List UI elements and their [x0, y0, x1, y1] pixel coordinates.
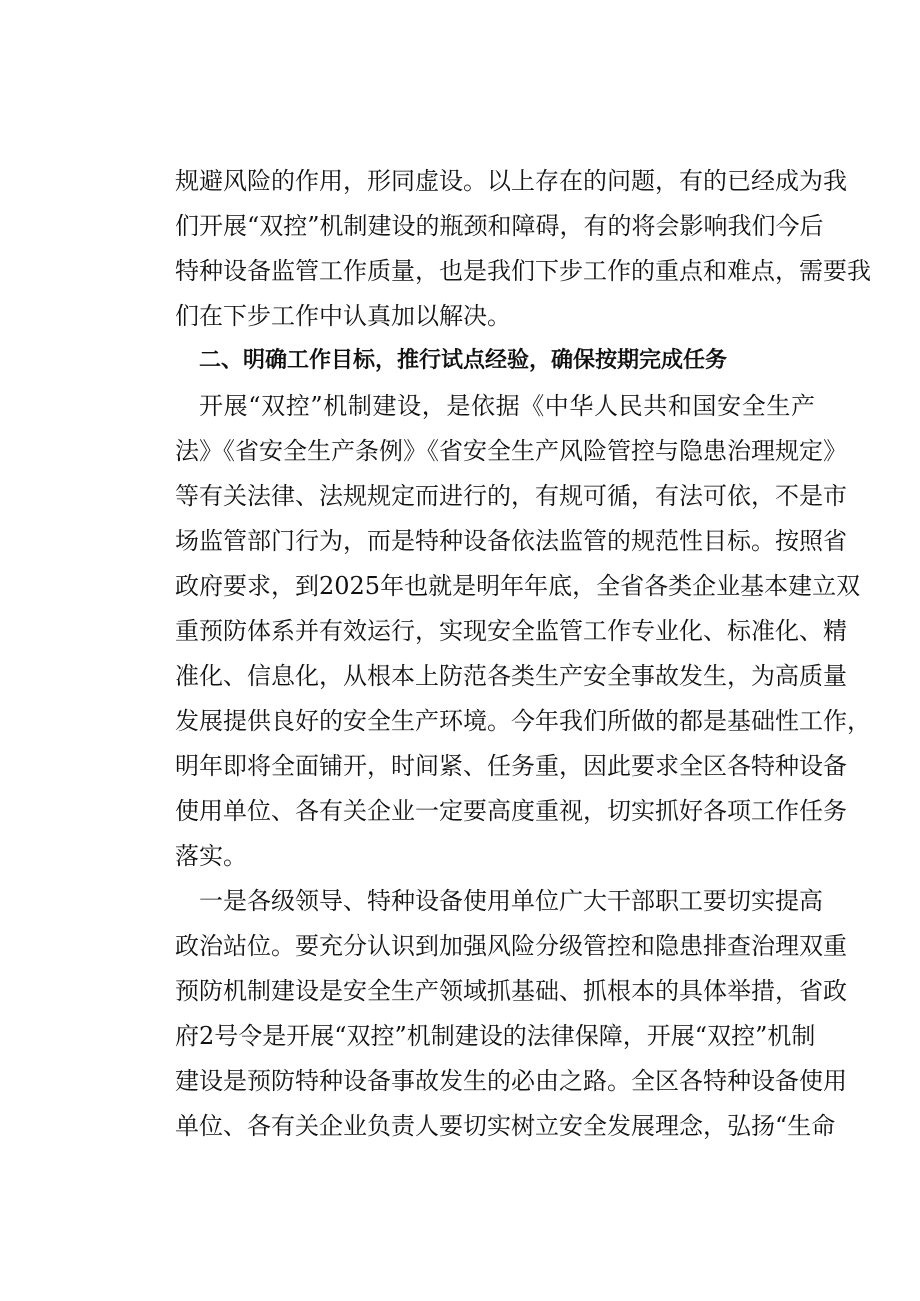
text-line: 们在下步工作中认真加以解决。 [175, 302, 511, 330]
text-line: 准化、信息化，从根本上防范各类生产安全事故发生，为高质量 [175, 662, 847, 690]
text-line: 重预防体系并有效运行，实现安全监管工作专业化、标准化、精 [175, 617, 847, 645]
text-line: 开展“双控”机制建设，是依据《中华人民共和国安全生产 [199, 392, 815, 420]
text-line: 单位、各有关企业负责人要切实树立安全发展理念，弘扬“生命 [175, 1112, 836, 1140]
text-line: 预防机制建设是安全生产领域抓基础、抓根本的具体举措，省政 [175, 977, 847, 1005]
text-line: 建设是预防特种设备事故发生的必由之路。全区各特种设备使用 [175, 1067, 847, 1095]
text-line: 政治站位。要充分认识到加强风险分级管控和隐患排查治理双重 [175, 932, 847, 960]
text-line: 等有关法律、法规规定而进行的，有规可循，有法可依，不是市 [175, 482, 847, 510]
text-line: 特种设备监管工作质量，也是我们下步工作的重点和难点，需要我 [175, 257, 871, 285]
section-heading: 二、明确工作目标，推行试点经验，确保按期完成任务 [199, 348, 728, 373]
text-line: 一是各级领导、特种设备使用单位广大干部职工要切实提高 [199, 887, 823, 915]
text-line: 场监管部门行为，而是特种设备依法监管的规范性目标。按照省 [175, 527, 847, 555]
text-line: 政府要求，到2025年也就是明年年底，全省各类企业基本建立双 [175, 572, 861, 600]
text-line: 明年即将全面铺开，时间紧、任务重，因此要求全区各特种设备 [175, 752, 847, 780]
text-line: 府2号令是开展“双控”机制建设的法律保障，开展“双控”机制 [175, 1022, 816, 1050]
text-line: 落实。 [175, 842, 247, 870]
text-line: 使用单位、各有关企业一定要高度重视，切实抓好各项工作任务 [175, 797, 847, 825]
text-line: 规避风险的作用，形同虚设。以上存在的问题，有的已经成为我 [175, 167, 847, 195]
text-line: 法》《省安全生产条例》《省安全生产风险管控与隐患治理规定》 [175, 437, 847, 465]
text-line: 发展提供良好的安全生产环境。今年我们所做的都是基础性工作， [175, 707, 871, 735]
text-line: 们开展“双控”机制建设的瓶颈和障碍，有的将会影响我们今后 [175, 212, 824, 240]
